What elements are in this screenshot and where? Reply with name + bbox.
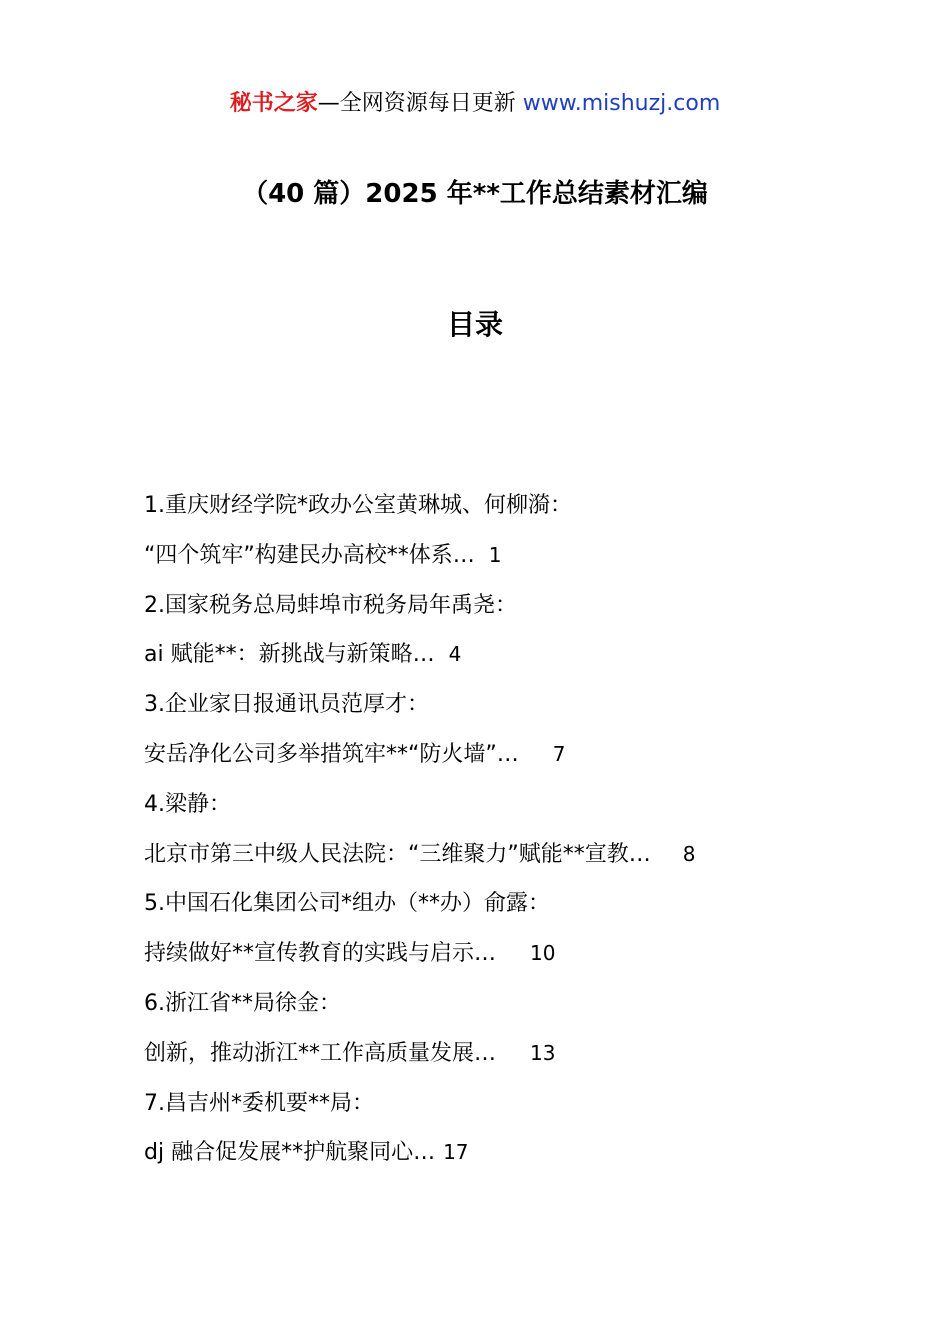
toc-page-number: 13 xyxy=(530,1040,556,1065)
tagline: —全网资源每日更新 xyxy=(317,91,523,116)
toc-title-text: 北京市第三中级人民法院：“三维聚力”赋能**宣教… xyxy=(144,841,651,867)
toc-entry-title[interactable] xyxy=(144,630,844,680)
toc-entry-title[interactable] xyxy=(144,830,844,880)
toc-entry-author[interactable]: 2.国家税务总局蚌埠市税务局年禹尧： xyxy=(144,592,517,618)
toc-page-number: 8 xyxy=(682,841,696,866)
toc-entry-author[interactable]: 3.企业家日报通讯员范厚才： xyxy=(144,692,429,718)
toc-entry-title[interactable] xyxy=(144,531,844,581)
toc-title-text: 创新，推动浙江**工作高质量发展… xyxy=(144,1040,497,1066)
toc-page-number: 4 xyxy=(448,642,462,667)
toc-title-text: 持续做好**宣传教育的实践与启示… xyxy=(144,941,497,967)
toc-entry-title[interactable] xyxy=(144,730,844,780)
toc-title-text: dj 融合促发展**护航聚同心… xyxy=(144,1140,436,1166)
brand-name: 秘书之家 xyxy=(229,91,318,116)
toc-entry-author[interactable]: 5.中国石化集团公司*组办（**办）俞露： xyxy=(144,891,550,917)
toc-entry-author[interactable]: 6.浙江省**局徐金： xyxy=(144,990,341,1016)
site-header xyxy=(0,88,950,120)
toc-entry-author[interactable]: 7.昌吉州*委机要**局： xyxy=(144,1090,374,1116)
toc-entry-author[interactable]: 1.重庆财经学院*政办公室黄琳城、何柳漪： xyxy=(144,493,572,518)
toc-page-number: 1 xyxy=(488,542,502,567)
document-title: （40 篇）2025 年**工作总结素材汇编 xyxy=(242,179,708,209)
toc-entry-author[interactable]: 4.梁静： xyxy=(144,791,231,817)
site-link[interactable]: www.mishuzj.com xyxy=(522,91,721,116)
toc-page-number: 10 xyxy=(530,941,556,966)
toc-title-text: ai 赋能**：新挑战与新策略… xyxy=(144,642,435,668)
toc-page-number: 7 xyxy=(552,741,566,766)
toc-title-text: 安岳净化公司多举措筑牢**“防火墙”… xyxy=(144,741,519,767)
toc-entry-title[interactable] xyxy=(144,1128,844,1178)
toc-page-number: 17 xyxy=(443,1140,469,1165)
toc-title-text: “四个筑牢”构建民办高校**体系… xyxy=(144,542,475,568)
toc-heading: 目录 xyxy=(446,308,503,341)
toc-list xyxy=(144,481,844,1178)
toc-entry-title[interactable] xyxy=(144,929,844,979)
toc-entry-title[interactable] xyxy=(144,1029,844,1079)
